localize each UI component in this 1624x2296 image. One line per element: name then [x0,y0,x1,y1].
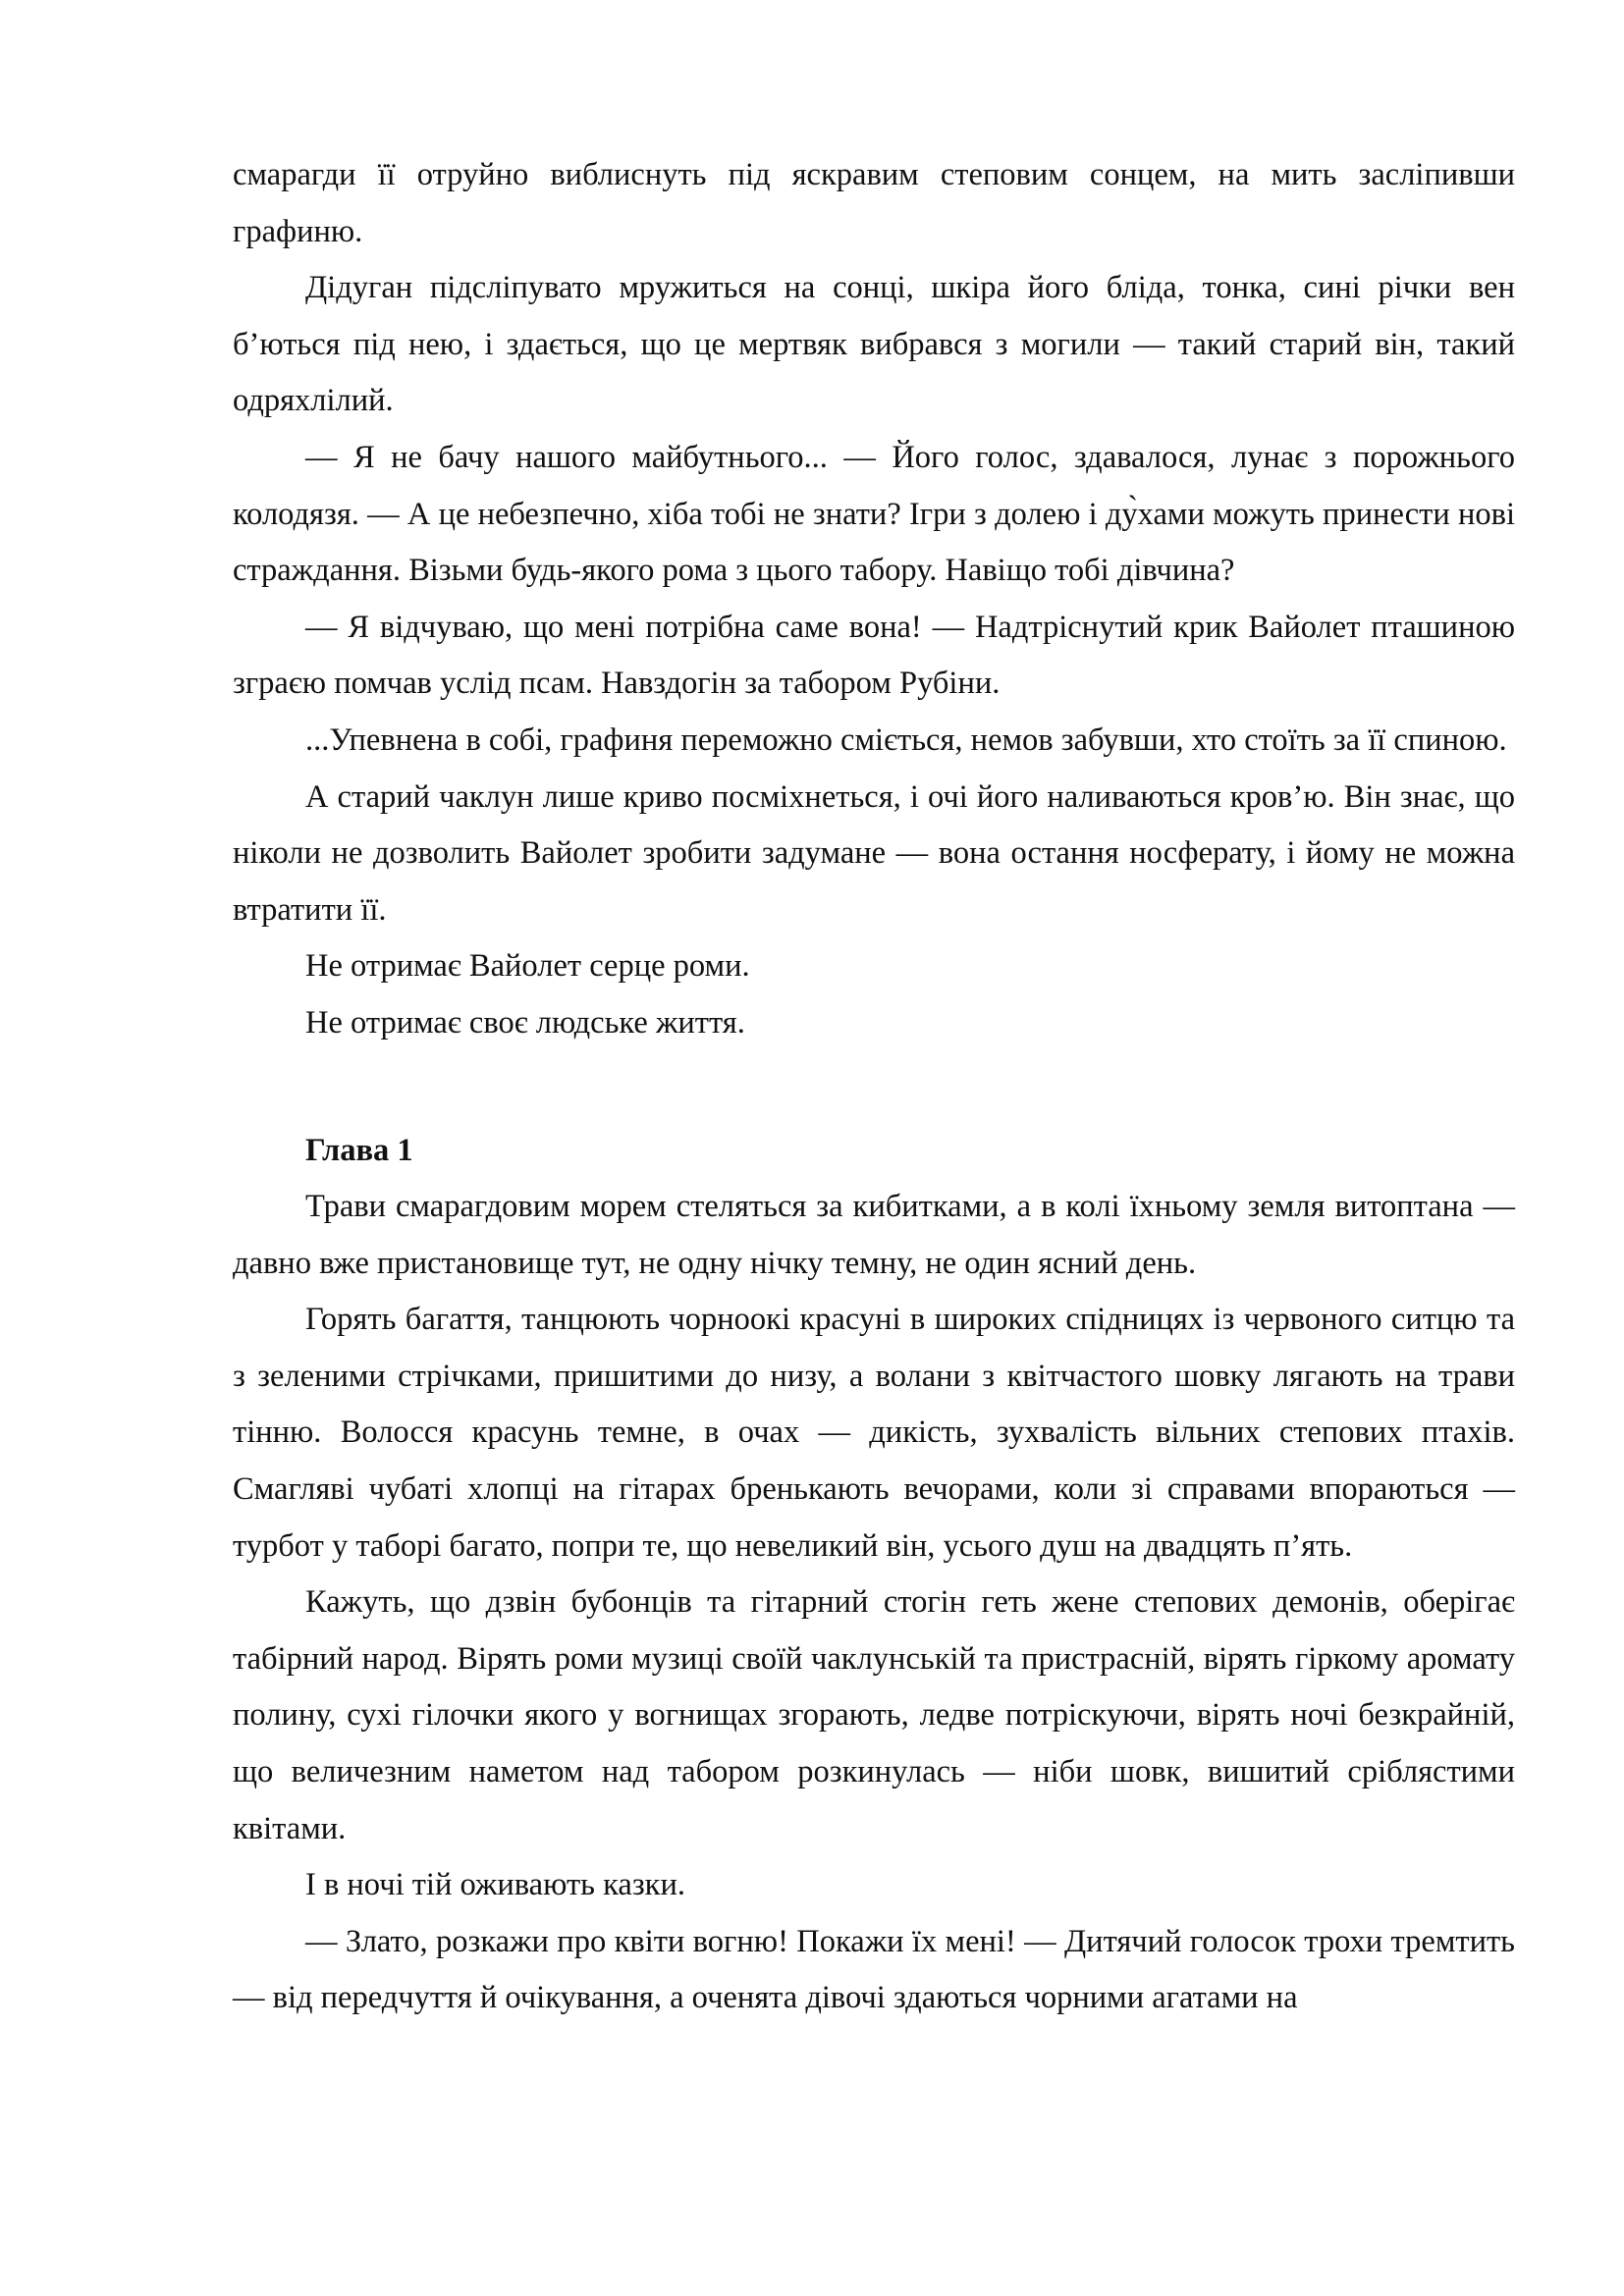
paragraph: Не отримає своє людське життя. [305,1004,745,1041]
paragraph: І в ночі тій оживають казки. [305,1867,685,1903]
paragraph: — Я не бачу нашого майбутнього... — Його голос, здавалося, лунає з порожнього колодязя. — А це небезпечно, хіба тобі не знати? Ігри з долею і ду̀хами можуть принести нові страждання. Візьми будь-якого рома з цього табору. Навіщо тобі дівчина? [233,439,1515,589]
paragraph: Не отримає Вайолет серце роми. [305,948,750,985]
paragraph-continues: — Злато, розкажи про квіти вогню! Покажи їх мені! — Дитячий голосок трохи тремтить — від передчуття й очікування, а оченята дівочі здаються чорними агатами на [233,1923,1515,2016]
paragraph: Дідуган підсліпувато мружиться на сонці, шкіра його бліда, тонка, сині річки вен б’ються під нею, і здається, що це мертвяк вибрався з могили — такий старий він, такий одряхлілий. [233,270,1515,419]
chapter-heading: Глава 1 [305,1132,413,1168]
document-page [233,147,1515,2027]
paragraph: А старий чаклун лише криво посміхнеться, і очі його наливаються кров’ю. Він знає, що ніколи не дозволить Вайолет зробити задумане — вона остання носферату, і йому не можна втратити її. [233,778,1515,928]
paragraph: Трави смарагдовим морем стеляться за кибитками, а в колі їхньому земля витоптана — давно вже пристановище тут, не одну нічку темну, не один ясний день. [233,1189,1515,1281]
paragraph-continuation: смарагди її отруйно виблиснуть під яскравим степовим сонцем, на мить засліпивши графиню. [233,157,1515,249]
paragraph: — Я відчуваю, що мені потрібна саме вона! — Надтріснутий крик Вайолет пташиною зграєю помчав услід псам. Навздогін за табором Рубіни. [233,609,1515,702]
paragraph: Кажуть, що дзвін бубонців та гітарний стогін геть жене степових демонів, оберігає табірний народ. Вірять роми музиці своїй чаклунській та пристрасній, вірять гіркому аромату полину, сухі гілочки якого у вогнищах згорають, ледве потріскуючи, вірять ночі безкрайній, що величезним наметом над табором розкинулась — ніби шовк, вишитий сріблястими квітами. [233,1584,1515,1846]
paragraph: Горять багаття, танцюють чорноокі красуні в широких спідницях із червоного ситцю та з зеленими стрічками, пришитими до низу, а волани з квітчастого шовку лягають на трави тінню. Волосся красунь темне, в очах — дикість, зухвалість вільних степових птахів. Смагляві чубаті хлопці на гітарах бренькають вечорами, коли зі справами впораються — турбот у таборі багато, попри те, що невеликий він, усього душ на двадцять п’ять. [233,1302,1515,1564]
paragraph: ...Упевнена в собі, графиня переможно сміється, немов забувши, хто стоїть за її спиною. [305,721,1507,758]
